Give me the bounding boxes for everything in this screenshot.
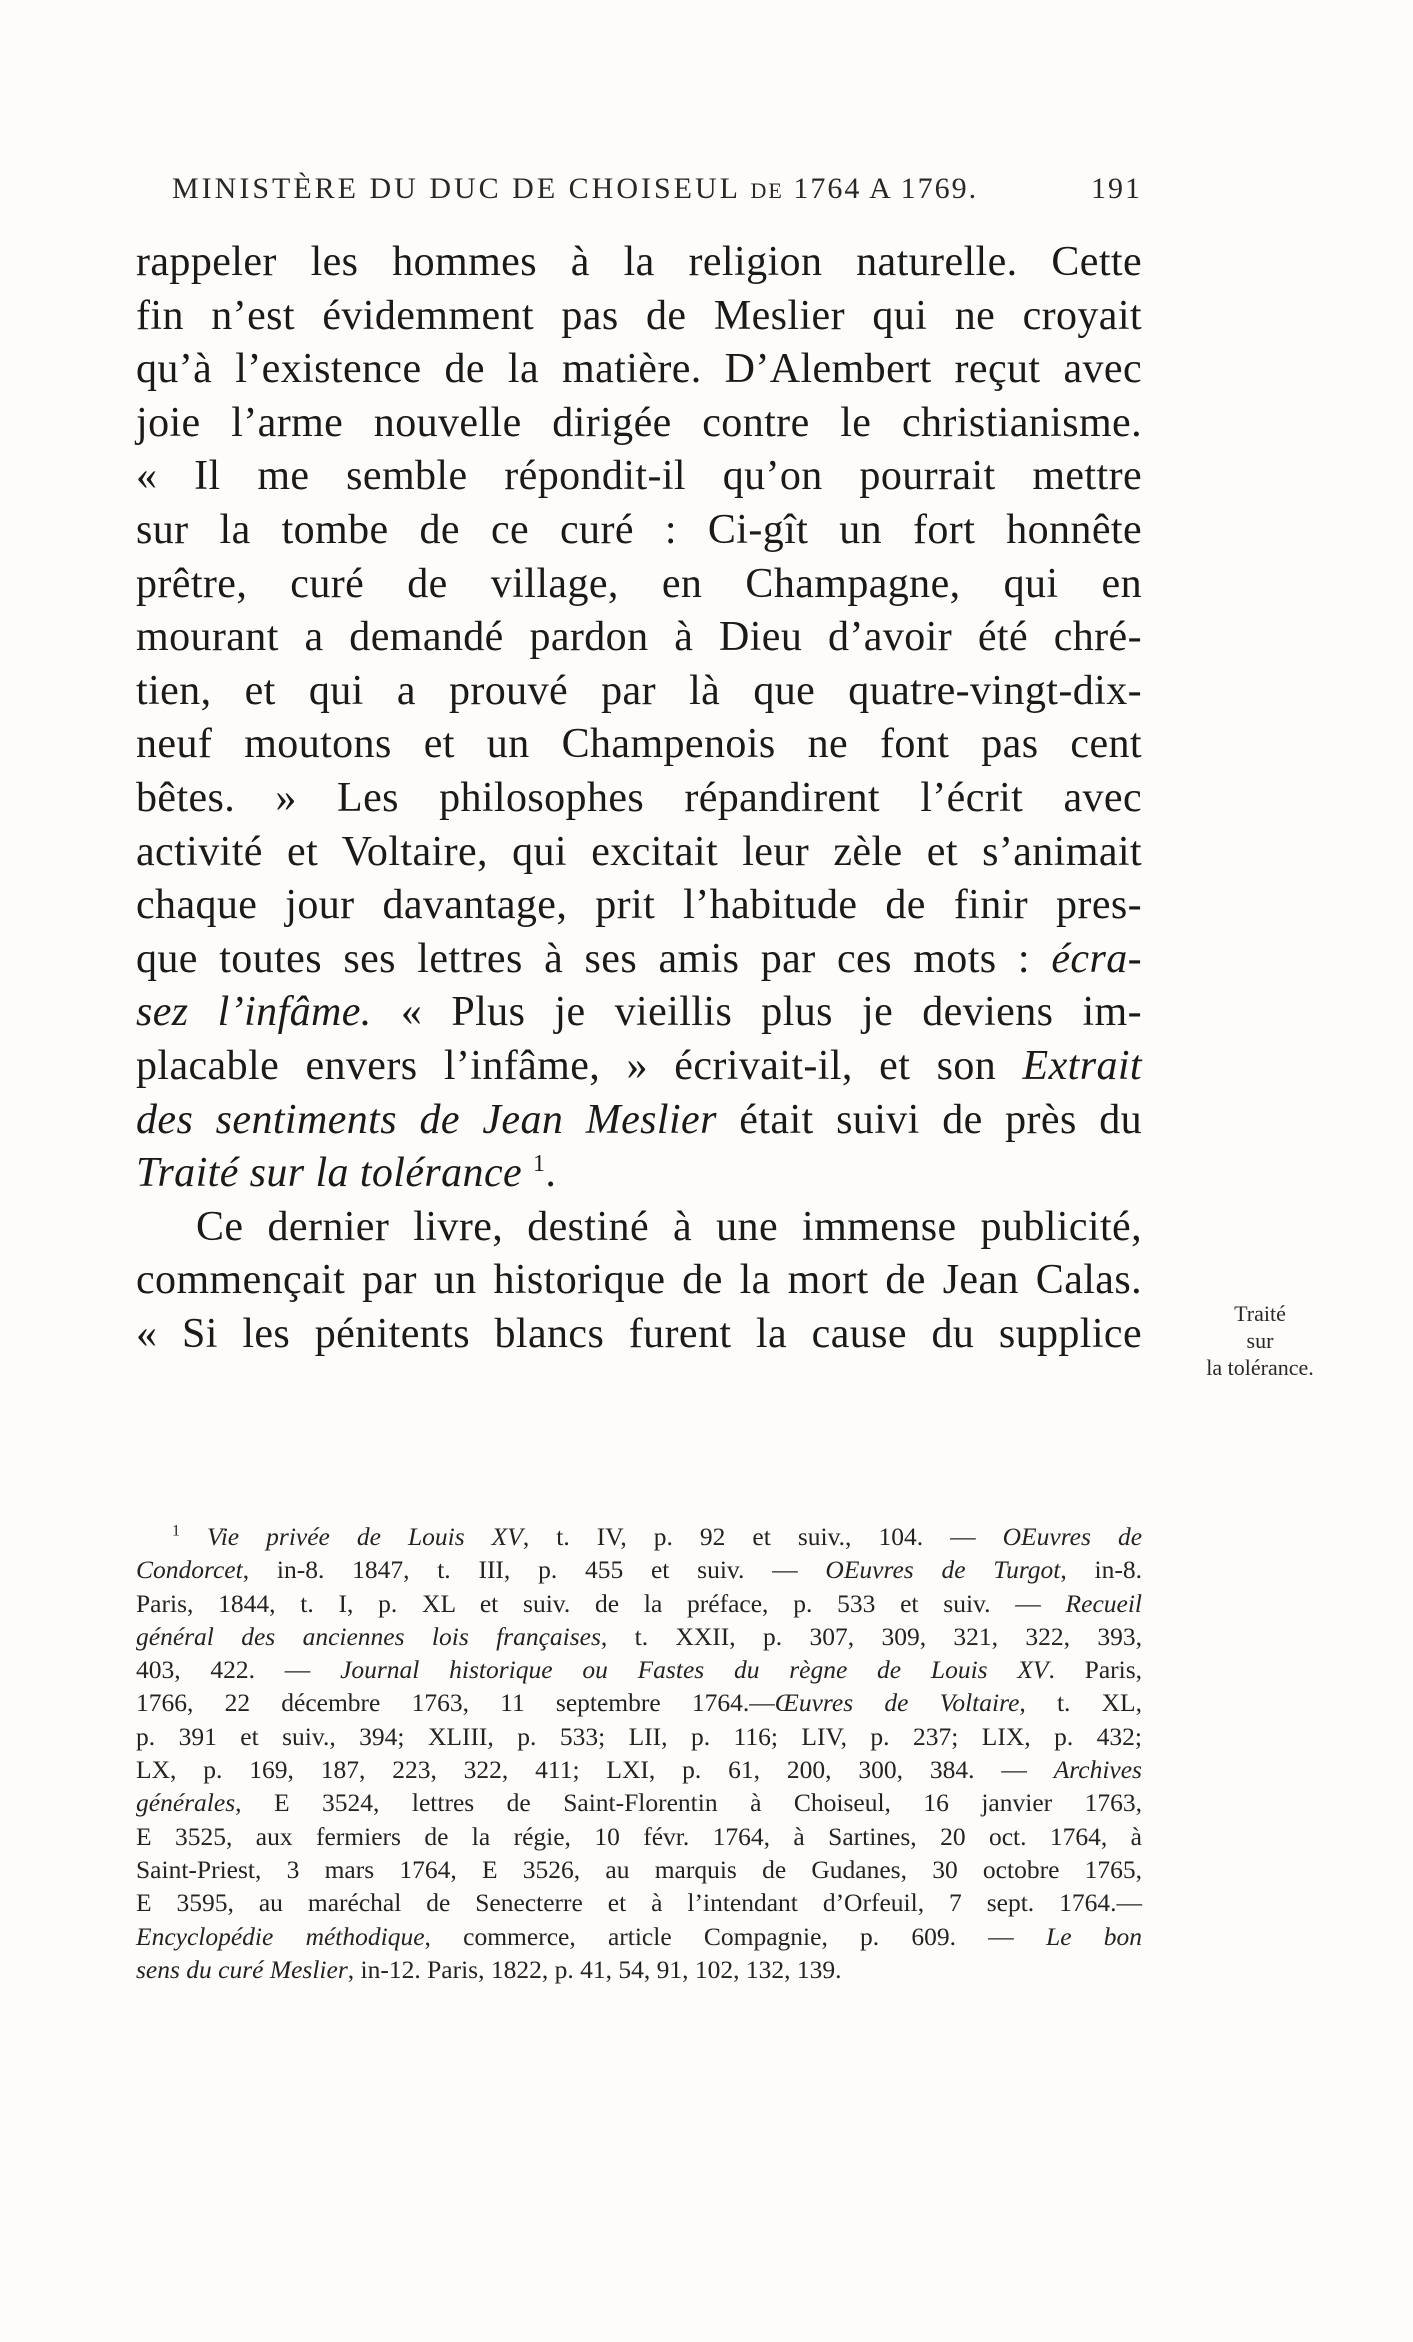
text-line: fin n’est évidemment pas de Meslier qui ne croyait xyxy=(136,292,1142,339)
text-line xyxy=(136,986,1142,1040)
footnote-line xyxy=(136,1553,1142,1586)
text-fragment: que toutes ses lettres à ses amis par ces mots : xyxy=(136,935,1052,982)
text-line xyxy=(136,1147,1142,1201)
footnote-line xyxy=(136,1520,1142,1553)
italic-fragment: Journal historique ou Fastes du règne de Louis XV xyxy=(340,1655,1049,1685)
text-line: rappeler les hommes à la religion naturelle. Cette xyxy=(136,239,1142,285)
running-title-years: 1764 A 1769. xyxy=(793,172,979,205)
footnote-reference: 1 xyxy=(532,1151,546,1178)
italic-fragment: écra- xyxy=(1051,935,1142,982)
text-line: « Il me semble répondit-il qu’on pourrait mettre xyxy=(136,453,1142,500)
text-fragment: , in-12. Paris, 1822, p. 41, 54, 91, 102, 132, 139. xyxy=(347,1954,842,1984)
text-line: joie l’arme nouvelle dirigée contre le christianisme. xyxy=(136,399,1142,446)
italic-fragment: Traité sur la tolérance xyxy=(136,1150,523,1197)
footnote-line xyxy=(136,1753,1142,1786)
italic-fragment: Recueil xyxy=(1065,1588,1142,1618)
text-line: activité et Voltaire, qui excitait leur zèle et s’animait xyxy=(136,828,1142,875)
italic-fragment: général des anciennes lois françaises xyxy=(136,1621,601,1651)
text-line xyxy=(136,1094,1142,1148)
margin-note-line: la tolérance. xyxy=(1206,1355,1314,1380)
paragraph-first-line: Ce dernier livre, destiné à une immense publicité, xyxy=(196,1203,1142,1250)
running-title xyxy=(172,172,978,206)
italic-fragment: Condorcet xyxy=(136,1555,243,1585)
footnote-line xyxy=(136,1953,1142,1986)
text-line xyxy=(136,1040,1142,1094)
margin-note xyxy=(1170,1300,1350,1381)
text-line: chaque jour davantage, prit l’habitude de finir pres- xyxy=(136,882,1142,929)
text-line: sur la tombe de ce curé : Ci-gît un fort honnête xyxy=(136,506,1142,553)
footnote-line xyxy=(136,1587,1142,1620)
text-fragment: , t. XXII, p. 307, 309, 321, 322, 393, xyxy=(600,1621,1142,1651)
text-line: commençait par un historique de la mort de Jean Calas. xyxy=(136,1257,1142,1304)
text-fragment: Paris, 1844, t. I, p. XL et suiv. de la préface, p. 533 et suiv. — xyxy=(136,1588,1066,1618)
italic-fragment: OEuvres de xyxy=(1002,1522,1143,1551)
footnote-line: p. 391 et suiv., 394; XLIII, p. 533; LII, p. 116; LIV, p. 237; LIX, p. 432; xyxy=(136,1721,1142,1751)
footnote-line: E 3525, aux fermiers de la régie, 10 févr. 1764, à Sartines, 20 oct. 1764, à xyxy=(136,1821,1142,1851)
margin-note-line: sur xyxy=(1246,1328,1274,1353)
text-fragment: , in-8. xyxy=(1060,1555,1143,1585)
italic-fragment: générales xyxy=(136,1788,236,1818)
italic-fragment: Extrait xyxy=(1022,1042,1142,1089)
text-line: tien, et qui a prouvé par là que quatre-vingt-dix- xyxy=(136,667,1142,714)
footnote-line xyxy=(136,1653,1142,1686)
text-line: « Si les pénitents blancs furent la cause du supplice xyxy=(136,1310,1142,1357)
footnote-line: E 3595, au maréchal de Senecterre et à l’intendant d’Orfeuil, 7 sept. 1764.— xyxy=(136,1888,1142,1918)
text-fragment: 1766, 22 décembre 1763, 11 septembre 1764.— xyxy=(136,1688,775,1718)
text-fragment: . Paris, xyxy=(1048,1655,1143,1685)
text-fragment: , in-8. 1847, t. III, p. 455 et suiv. — xyxy=(242,1555,826,1585)
footnote-marker: 1 xyxy=(172,1522,180,1540)
running-title-de: DE xyxy=(750,178,784,203)
italic-fragment: des sentiments de Jean Meslier xyxy=(136,1096,717,1143)
text-fragment: 403, 422. — xyxy=(136,1655,341,1685)
italic-fragment: Vie privée de Louis XV xyxy=(207,1522,523,1551)
footnote-line xyxy=(136,1686,1142,1719)
italic-fragment: sez l’infâme. xyxy=(136,989,372,1036)
text-fragment: LX, p. 169, 187, 223, 322, 411; LXI, p. 61, 200, 300, 384. — xyxy=(136,1755,1054,1785)
footnote-line xyxy=(136,1620,1142,1653)
text-fragment: « Plus je vieillis plus je deviens im- xyxy=(371,989,1142,1036)
italic-fragment: sens du curé Meslier xyxy=(136,1954,348,1984)
text-line: bêtes. » Les philosophes répandirent l’écrit avec xyxy=(136,774,1142,821)
italic-fragment: Encyclopédie méthodique xyxy=(136,1921,425,1951)
italic-fragment: Œuvres de Voltaire xyxy=(774,1688,1020,1718)
text-fragment: était suivi de près du xyxy=(716,1096,1142,1143)
text-line: qu’à l’existence de la matière. D’Alembert reçut avec xyxy=(136,346,1142,393)
italic-fragment: Archives xyxy=(1053,1755,1142,1785)
footnote-line xyxy=(136,1786,1142,1819)
text-fragment: , commerce, article Compagnie, p. 609. — xyxy=(424,1921,1047,1951)
running-header xyxy=(172,172,1142,206)
text-fragment: placable envers l’infâme, » écrivait-il, et son xyxy=(136,1042,1023,1089)
text-line: prêtre, curé de village, en Champagne, qui en xyxy=(136,560,1142,607)
italic-fragment: Le bon xyxy=(1046,1921,1142,1951)
text-fragment: , t. IV, p. 92 et suiv., 104. — xyxy=(522,1522,1003,1551)
text-line xyxy=(136,933,1142,987)
footnote-line xyxy=(136,1920,1142,1953)
footnote xyxy=(136,1520,1142,1986)
text-fragment: . xyxy=(545,1150,557,1197)
text-line: neuf moutons et un Champenois ne font pas cent xyxy=(136,721,1142,768)
margin-note-line: Traité xyxy=(1234,1301,1286,1326)
italic-fragment: OEuvres de Turgot xyxy=(825,1555,1061,1585)
main-text xyxy=(136,236,1142,1361)
footnote-line: Saint-Priest, 3 mars 1764, E 3526, au marquis de Gudanes, 30 octobre 1765, xyxy=(136,1854,1142,1884)
page-number: 191 xyxy=(1091,172,1142,205)
text-fragment: , t. XL, xyxy=(1019,1688,1142,1718)
text-fragment: , E 3524, lettres de Saint-Florentin à Choiseul, 16 janvier 1763, xyxy=(235,1788,1142,1818)
running-title-main: MINISTÈRE DU DUC DE CHOISEUL xyxy=(172,172,741,205)
text-line: mourant a demandé pardon à Dieu d’avoir été chré- xyxy=(136,614,1142,661)
